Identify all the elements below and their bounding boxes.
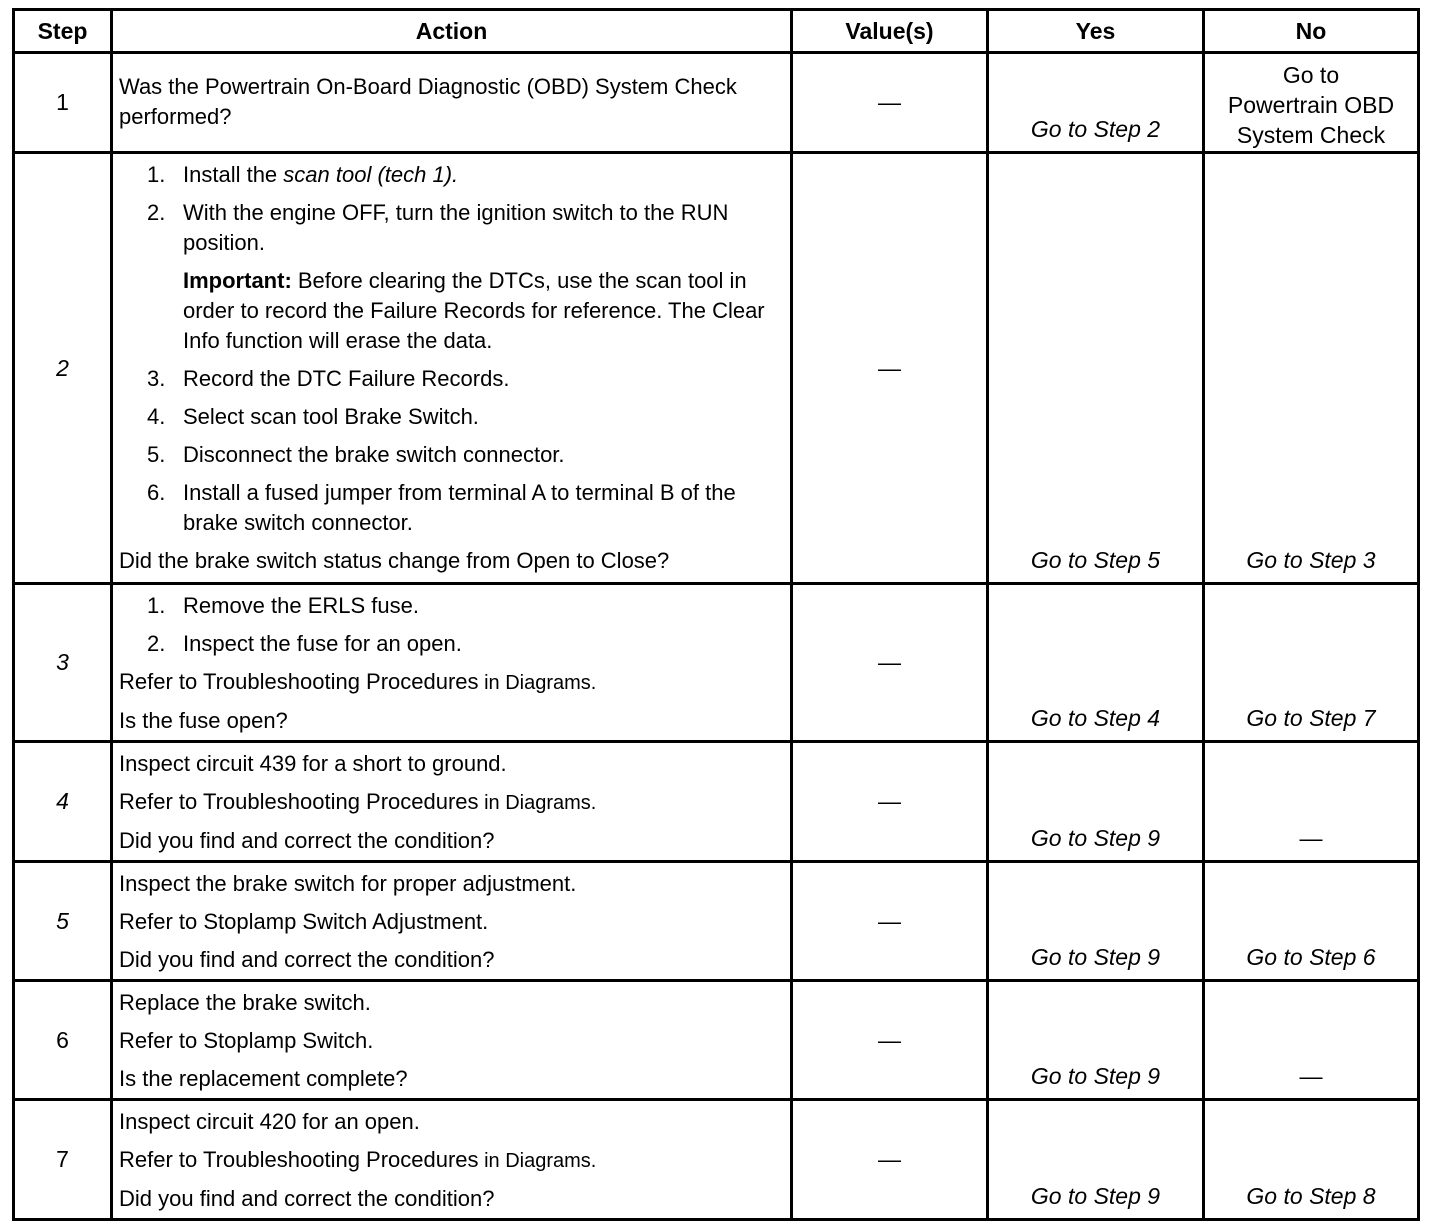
important-label: Important: <box>183 268 292 293</box>
header-action: Action <box>112 10 792 53</box>
yes-cell[interactable]: Go to Step 9 <box>988 862 1204 981</box>
action-item <box>147 160 782 190</box>
action-question: Is the fuse open? <box>119 708 288 733</box>
item-text: Record the DTC Failure Records. <box>183 366 510 391</box>
action-reference: Refer to Stoplamp Switch Adjustment. <box>119 909 489 934</box>
action-cell <box>112 1100 792 1220</box>
action-item <box>147 364 782 394</box>
action-cell <box>112 53 792 153</box>
step-number: 3 <box>14 584 112 742</box>
action-item <box>147 591 782 621</box>
action-reference <box>119 787 782 818</box>
no-cell: — <box>1204 981 1419 1100</box>
diagnostic-table <box>12 8 1420 1221</box>
step-number: 7 <box>14 1100 112 1220</box>
action-question: Did you find and correct the condition? <box>119 828 495 853</box>
table-row <box>14 53 1419 153</box>
action-item <box>147 629 782 659</box>
table-row <box>14 742 1419 862</box>
yes-cell[interactable]: Go to Step 2 <box>988 53 1204 153</box>
action-reference: Refer to Stoplamp Switch. <box>119 1028 374 1053</box>
action-text: Replace the brake switch. <box>119 990 371 1015</box>
table-row <box>14 862 1419 981</box>
item-number: 4. <box>147 404 166 429</box>
step-number: 1 <box>14 53 112 153</box>
yes-cell[interactable]: Go to Step 4 <box>988 584 1204 742</box>
action-question: Did the brake switch status change from Open to Close? <box>119 548 670 573</box>
value-cell: — <box>792 981 988 1100</box>
header-step: Step <box>14 10 112 53</box>
item-number: 2. <box>147 200 166 225</box>
item-text: Disconnect the brake switch connector. <box>183 442 565 467</box>
value-cell: — <box>792 53 988 153</box>
action-text: Inspect circuit 439 for a short to ground. <box>119 751 507 776</box>
yes-cell[interactable]: Go to Step 5 <box>988 153 1204 584</box>
step-number: 2 <box>14 153 112 584</box>
value-cell: — <box>792 153 988 584</box>
action-question: Did you find and correct the condition? <box>119 947 495 972</box>
yes-cell[interactable]: Go to Step 9 <box>988 981 1204 1100</box>
no-line: Go to <box>1282 62 1340 88</box>
action-text: Inspect the brake switch for proper adjustment. <box>119 871 577 896</box>
action-item <box>147 198 782 258</box>
action-item <box>147 402 782 432</box>
no-cell[interactable]: Go to Step 3 <box>1204 153 1419 584</box>
value-cell: — <box>792 742 988 862</box>
action-text: Inspect circuit 420 for an open. <box>119 1109 420 1134</box>
action-cell <box>112 584 792 742</box>
no-cell: — <box>1204 742 1419 862</box>
reference-text: Refer to Troubleshooting Procedures <box>119 669 479 694</box>
action-question: Was the Powertrain On-Board Diagnostic (OBD) System Check performed? <box>119 74 737 129</box>
yes-cell[interactable]: Go to Step 9 <box>988 1100 1204 1220</box>
item-text: With the engine OFF, turn the ignition switch to the RUN position. <box>183 200 729 255</box>
important-note <box>183 266 782 356</box>
no-cell[interactable]: Go to Step 8 <box>1204 1100 1419 1220</box>
action-question: Did you find and correct the condition? <box>119 1186 495 1211</box>
table-row <box>14 981 1419 1100</box>
action-question: Is the replacement complete? <box>119 1066 408 1091</box>
action-item <box>147 478 782 538</box>
step-number: 4 <box>14 742 112 862</box>
value-cell: — <box>792 1100 988 1220</box>
action-reference <box>119 1145 782 1176</box>
reference-text: Refer to Troubleshooting Procedures <box>119 789 479 814</box>
no-line: Powertrain OBD <box>1227 92 1395 118</box>
reference-suffix: in Diagrams. <box>478 792 597 814</box>
header-row <box>14 10 1419 53</box>
item-number: 6. <box>147 480 166 505</box>
item-text: Inspect the fuse for an open. <box>183 631 462 656</box>
value-cell: — <box>792 584 988 742</box>
no-cell[interactable] <box>1204 53 1419 153</box>
item-number: 2. <box>147 631 166 656</box>
item-number: 5. <box>147 442 166 467</box>
item-number: 3. <box>147 366 166 391</box>
action-cell <box>112 742 792 862</box>
no-cell[interactable]: Go to Step 7 <box>1204 584 1419 742</box>
table-row <box>14 584 1419 742</box>
action-reference <box>119 667 782 698</box>
item-number: 1. <box>147 593 166 618</box>
action-cell <box>112 153 792 584</box>
value-cell: — <box>792 862 988 981</box>
action-cell <box>112 862 792 981</box>
header-no: No <box>1204 10 1419 53</box>
header-values: Value(s) <box>792 10 988 53</box>
reference-suffix: in Diagrams. <box>478 1150 597 1172</box>
step-number: 6 <box>14 981 112 1100</box>
reference-text: Refer to Troubleshooting Procedures <box>119 1147 479 1172</box>
no-line: System Check <box>1236 122 1386 148</box>
no-cell[interactable]: Go to Step 6 <box>1204 862 1419 981</box>
action-item <box>147 440 782 470</box>
action-cell <box>112 981 792 1100</box>
table-row <box>14 153 1419 584</box>
item-text: Install the <box>183 162 284 187</box>
item-text: Install a fused jumper from terminal A to terminal B of the brake switch connector. <box>183 480 736 535</box>
reference-suffix: in Diagrams. <box>478 672 597 694</box>
important-text: Before clearing the DTCs, use the scan tool in order to record the Failure Records for reference. The Clear Info function will erase the data. <box>183 268 765 353</box>
step-number: 5 <box>14 862 112 981</box>
item-text: Select scan tool Brake Switch. <box>183 404 479 429</box>
item-text: Remove the ERLS fuse. <box>183 593 420 618</box>
header-yes: Yes <box>988 10 1204 53</box>
table-row <box>14 1100 1419 1220</box>
scan-tool-term: scan tool (tech 1). <box>283 162 459 187</box>
yes-cell[interactable]: Go to Step 9 <box>988 742 1204 862</box>
item-number: 1. <box>147 162 166 187</box>
